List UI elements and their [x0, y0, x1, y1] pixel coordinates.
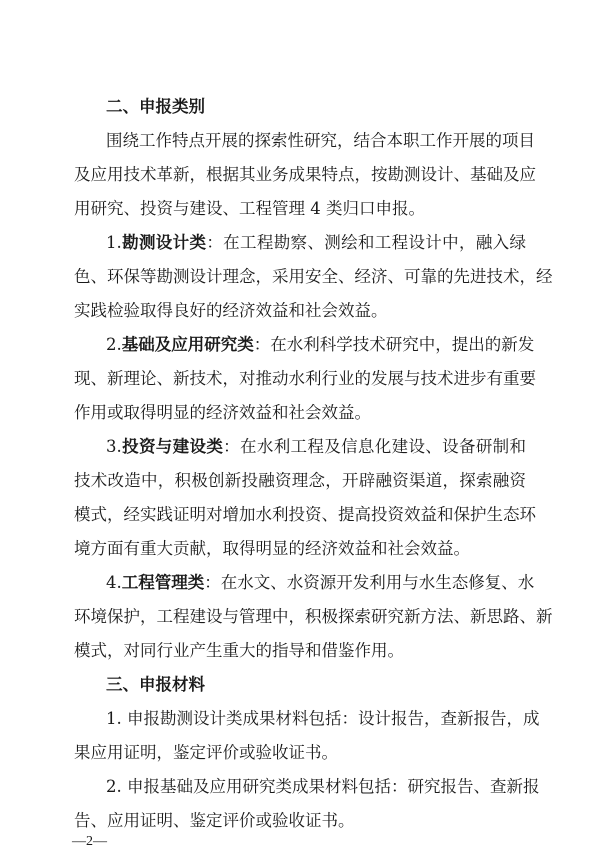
item-text: ：在水文、水资源开发利用与水生态修复、水 [204, 573, 535, 592]
paragraph-line: 色、环保等勘测设计理念，采用安全、经济、可靠的先进技术，经 [74, 267, 553, 286]
item-number: 1. [106, 233, 122, 252]
paragraph-line: 及应用技术革新，根据其业务成果特点，按勘测设计、基础及应 [74, 165, 536, 184]
paragraph-line: 用研究、投资与建设、工程管理 4 类归口申报。 [74, 199, 425, 218]
paragraph-line: 作用或取得明显的经济效益和社会效益。 [74, 403, 371, 422]
item-number: 3. [106, 437, 122, 456]
paragraph-line: 模式，经实践证明对增加水利投资、提高投资效益和保护生态环 [74, 505, 536, 524]
paragraph-line: 1. 申报勘测设计类成果材料包括：设计报告，查新报告，成 [106, 709, 540, 728]
section-heading-materials: 三、申报材料 [106, 675, 205, 694]
item-lead: 工程管理类 [121, 573, 205, 592]
section-heading-categories: 二、申报类别 [106, 97, 205, 116]
item-lead: 勘测设计类 [121, 233, 207, 252]
item-number: 4. [106, 573, 122, 592]
paragraph-line: 现、新理论、新技术，对推动水利行业的发展与技术进步有重要 [74, 369, 536, 388]
paragraph-line: 2. 申报基础及应用研究类成果材料包括：研究报告、查新报 [106, 777, 540, 796]
paragraph-line: 境方面有重大贡献，取得明显的经济效益和社会效益。 [74, 539, 470, 558]
category-item-investment-construction [106, 436, 526, 458]
paragraph-line: 果应用证明，鉴定评价或验收证书。 [74, 743, 338, 762]
item-lead: 投资与建设类 [121, 437, 224, 456]
paragraph-line: 模式，对同行业产生重大的指导和借鉴作用。 [74, 641, 404, 660]
item-text: ：在水利工程及信息化建设、设备研制和 [223, 437, 526, 456]
paragraph-line: 告、应用证明、鉴定评价或验收证书。 [74, 811, 355, 830]
item-number: 2. [106, 335, 122, 354]
category-item-basic-applied-research [106, 334, 535, 356]
item-lead: 基础及应用研究类 [121, 335, 254, 354]
paragraph-line: 围绕工作特点开展的探索性研究，结合本职工作开展的项目 [106, 131, 535, 150]
item-text: ：在水利科学技术研究中，提出的新发 [253, 335, 535, 354]
paragraph-line: 技术改造中，积极创新投融资理念，开辟融资渠道，探索融资 [74, 471, 526, 490]
paragraph-line: 实践检验取得良好的经济效益和社会效益。 [74, 301, 388, 320]
category-item-engineering-management [106, 572, 535, 594]
item-text: ：在工程勘察、测绘和工程设计中，融入绿 [206, 233, 526, 252]
category-item-survey-design [106, 232, 526, 254]
paragraph-line: 环境保护，工程建设与管理中，积极探索研究新方法、新思路、新 [74, 607, 553, 626]
page-number: —2— [72, 834, 107, 849]
